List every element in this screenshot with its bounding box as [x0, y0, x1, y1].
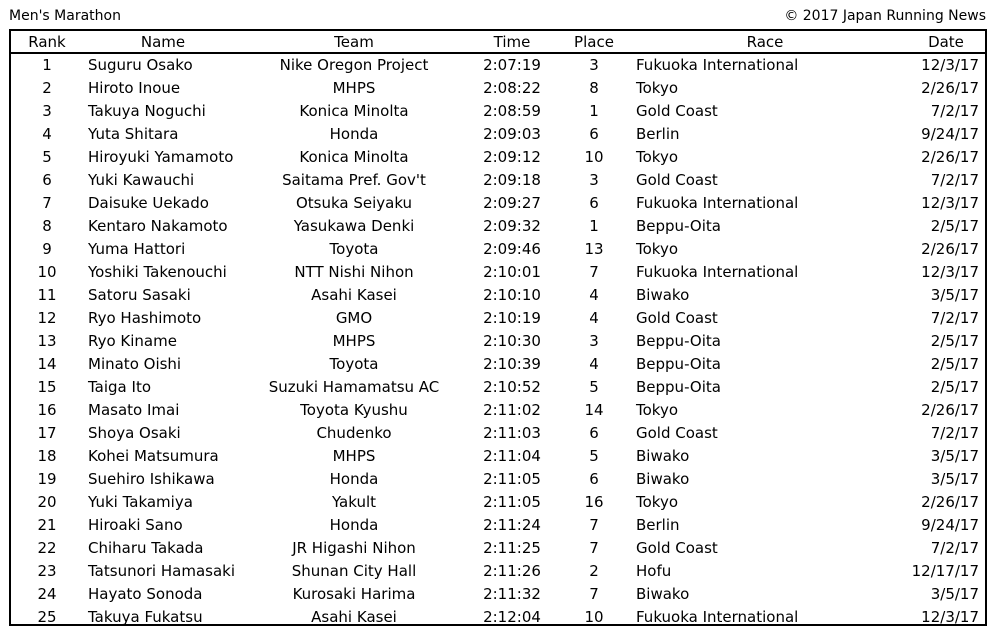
- cell-race: Hofu: [636, 562, 672, 580]
- cell-time: 2:10:01: [483, 263, 541, 281]
- cell-name: Kentaro Nakamoto: [88, 217, 228, 235]
- cell-place: 3: [589, 332, 599, 350]
- cell-date: 12/3/17: [921, 263, 979, 281]
- cell-name: Hiroto Inoue: [88, 79, 181, 97]
- cell-time: 2:09:03: [483, 125, 541, 143]
- cell-place: 3: [589, 171, 599, 189]
- cell-race: Biwako: [636, 447, 690, 465]
- cell-time: 2:11:26: [483, 562, 541, 580]
- cell-time: 2:08:22: [483, 79, 541, 97]
- cell-date: 2/26/17: [921, 79, 979, 97]
- table-row: [11, 606, 985, 629]
- cell-rank: 2: [42, 79, 52, 97]
- table-row: [11, 330, 985, 353]
- cell-place: 5: [589, 378, 599, 396]
- cell-time: 2:11:05: [483, 493, 541, 511]
- cell-date: 2/26/17: [921, 401, 979, 419]
- cell-team: Shunan City Hall: [291, 562, 417, 580]
- cell-team: Saitama Pref. Gov't: [282, 171, 426, 189]
- table-row: [11, 445, 985, 468]
- cell-time: 2:10:52: [483, 378, 541, 396]
- table-row: [11, 514, 985, 537]
- cell-race: Tokyo: [636, 493, 678, 511]
- cell-race: Tokyo: [636, 401, 678, 419]
- cell-rank: 1: [42, 56, 52, 74]
- cell-time: 2:11:02: [483, 401, 541, 419]
- cell-team: Honda: [329, 125, 379, 143]
- cell-rank: 7: [42, 194, 52, 212]
- cell-rank: 4: [42, 125, 52, 143]
- cell-rank: 19: [37, 470, 57, 488]
- cell-date: 3/5/17: [930, 286, 979, 304]
- cell-name: Satoru Sasaki: [88, 286, 191, 304]
- cell-time: 2:10:39: [483, 355, 541, 373]
- cell-time: 2:11:03: [483, 424, 541, 442]
- cell-date: 12/3/17: [921, 194, 979, 212]
- cell-place: 6: [589, 194, 599, 212]
- cell-rank: 14: [37, 355, 57, 373]
- cell-rank: 25: [37, 608, 57, 626]
- cell-date: 12/3/17: [921, 56, 979, 74]
- cell-team: Nike Oregon Project: [279, 56, 429, 74]
- table-row: [11, 583, 985, 606]
- cell-name: Ryo Hashimoto: [88, 309, 202, 327]
- cell-rank: 9: [42, 240, 52, 258]
- cell-place: 7: [589, 516, 599, 534]
- header-date: Date: [928, 33, 964, 51]
- cell-name: Suguru Osako: [88, 56, 193, 74]
- cell-place: 13: [584, 240, 604, 258]
- cell-place: 2: [589, 562, 599, 580]
- cell-race: Fukuoka International: [636, 263, 799, 281]
- cell-time: 2:10:19: [483, 309, 541, 327]
- cell-name: Yuki Kawauchi: [88, 171, 195, 189]
- table-row: [11, 238, 985, 261]
- cell-team: Toyota: [329, 240, 379, 258]
- cell-race: Gold Coast: [636, 102, 718, 120]
- cell-place: 1: [589, 217, 599, 235]
- table-row: [11, 146, 985, 169]
- table-row: [11, 169, 985, 192]
- cell-place: 4: [589, 355, 599, 373]
- cell-name: Daisuke Uekado: [88, 194, 209, 212]
- table-body: [11, 54, 985, 629]
- cell-race: Beppu-Oita: [636, 378, 721, 396]
- table-row: [11, 468, 985, 491]
- table-row: [11, 376, 985, 399]
- cell-race: Gold Coast: [636, 171, 718, 189]
- table-row: [11, 261, 985, 284]
- cell-team: Suzuki Hamamatsu AC: [268, 378, 440, 396]
- cell-place: 5: [589, 447, 599, 465]
- cell-date: 2/5/17: [930, 355, 979, 373]
- header-time: Time: [493, 33, 531, 51]
- table-row: [11, 560, 985, 583]
- cell-rank: 22: [37, 539, 57, 557]
- cell-date: 7/2/17: [930, 171, 979, 189]
- cell-time: 2:11:32: [483, 585, 541, 603]
- cell-name: Taiga Ito: [88, 378, 152, 396]
- cell-name: Takuya Fukatsu: [88, 608, 203, 626]
- cell-name: Kohei Matsumura: [88, 447, 219, 465]
- cell-race: Tokyo: [636, 148, 678, 166]
- cell-team: Toyota: [329, 355, 379, 373]
- cell-date: 2/26/17: [921, 240, 979, 258]
- cell-rank: 15: [37, 378, 57, 396]
- cell-team: Toyota Kyushu: [300, 401, 408, 419]
- cell-team: Yasukawa Denki: [293, 217, 415, 235]
- cell-name: Tatsunori Hamasaki: [88, 562, 235, 580]
- cell-race: Fukuoka International: [636, 56, 799, 74]
- table-row: [11, 284, 985, 307]
- cell-place: 10: [584, 608, 604, 626]
- cell-rank: 10: [37, 263, 57, 281]
- cell-race: Biwako: [636, 286, 690, 304]
- cell-race: Gold Coast: [636, 539, 718, 557]
- cell-team: Chudenko: [316, 424, 392, 442]
- cell-team: Asahi Kasei: [311, 608, 397, 626]
- cell-place: 7: [589, 263, 599, 281]
- cell-rank: 20: [37, 493, 57, 511]
- cell-name: Shoya Osaki: [88, 424, 181, 442]
- cell-team: Honda: [329, 470, 379, 488]
- cell-rank: 5: [42, 148, 52, 166]
- cell-place: 6: [589, 125, 599, 143]
- table-row: [11, 399, 985, 422]
- cell-time: 2:07:19: [483, 56, 541, 74]
- cell-name: Yoshiki Takenouchi: [88, 263, 227, 281]
- table-row: [11, 422, 985, 445]
- cell-race: Gold Coast: [636, 309, 718, 327]
- cell-time: 2:08:59: [483, 102, 541, 120]
- header-team: Team: [334, 33, 374, 51]
- cell-date: 2/26/17: [921, 148, 979, 166]
- cell-name: Takuya Noguchi: [88, 102, 206, 120]
- table-row: [11, 100, 985, 123]
- cell-rank: 18: [37, 447, 57, 465]
- cell-team: Konica Minolta: [299, 102, 409, 120]
- cell-name: Minato Oishi: [88, 355, 182, 373]
- table-row: [11, 54, 985, 77]
- cell-date: 7/2/17: [930, 539, 979, 557]
- cell-date: 3/5/17: [930, 447, 979, 465]
- table-row: [11, 537, 985, 560]
- cell-time: 2:11:24: [483, 516, 541, 534]
- cell-date: 2/26/17: [921, 493, 979, 511]
- cell-team: Honda: [329, 516, 379, 534]
- page-title: Men's Marathon: [9, 8, 121, 24]
- cell-rank: 16: [37, 401, 57, 419]
- header-rank: Rank: [28, 33, 66, 51]
- cell-place: 4: [589, 286, 599, 304]
- cell-name: Ryo Kiname: [88, 332, 177, 350]
- table-row: [11, 123, 985, 146]
- cell-race: Beppu-Oita: [636, 355, 721, 373]
- header-place: Place: [574, 33, 614, 51]
- table-row: [11, 353, 985, 376]
- cell-race: Gold Coast: [636, 424, 718, 442]
- cell-name: Suehiro Ishikawa: [88, 470, 215, 488]
- cell-name: Masato Imai: [88, 401, 180, 419]
- cell-time: 2:11:25: [483, 539, 541, 557]
- cell-rank: 11: [37, 286, 57, 304]
- table-header: [11, 31, 985, 54]
- copyright-notice: © 2017 Japan Running News: [784, 8, 986, 24]
- cell-name: Yuma Hattori: [88, 240, 186, 258]
- cell-rank: 21: [37, 516, 57, 534]
- cell-team: GMO: [335, 309, 373, 327]
- cell-team: Yakult: [331, 493, 377, 511]
- cell-race: Fukuoka International: [636, 194, 799, 212]
- cell-team: MHPS: [332, 332, 376, 350]
- cell-rank: 13: [37, 332, 57, 350]
- cell-place: 3: [589, 56, 599, 74]
- cell-race: Berlin: [636, 125, 680, 143]
- cell-team: MHPS: [332, 447, 376, 465]
- cell-name: Hayato Sonoda: [88, 585, 203, 603]
- cell-time: 2:10:30: [483, 332, 541, 350]
- cell-date: 12/3/17: [921, 608, 979, 626]
- cell-race: Fukuoka International: [636, 608, 799, 626]
- cell-rank: 6: [42, 171, 52, 189]
- cell-time: 2:09:27: [483, 194, 541, 212]
- cell-rank: 17: [37, 424, 57, 442]
- cell-team: Otsuka Seiyaku: [295, 194, 413, 212]
- cell-race: Tokyo: [636, 240, 678, 258]
- cell-place: 4: [589, 309, 599, 327]
- cell-team: Asahi Kasei: [311, 286, 397, 304]
- cell-time: 2:09:12: [483, 148, 541, 166]
- header-race: Race: [746, 33, 784, 51]
- cell-team: Konica Minolta: [299, 148, 409, 166]
- cell-place: 6: [589, 424, 599, 442]
- cell-date: 2/5/17: [930, 217, 979, 235]
- cell-date: 3/5/17: [930, 585, 979, 603]
- cell-date: 12/17/17: [911, 562, 979, 580]
- cell-place: 14: [584, 401, 604, 419]
- table-row: [11, 215, 985, 238]
- cell-rank: 8: [42, 217, 52, 235]
- cell-rank: 23: [37, 562, 57, 580]
- cell-name: Yuki Takamiya: [88, 493, 193, 511]
- cell-race: Tokyo: [636, 79, 678, 97]
- header-name: Name: [140, 33, 186, 51]
- cell-place: 10: [584, 148, 604, 166]
- cell-date: 2/5/17: [930, 332, 979, 350]
- cell-time: 2:12:04: [483, 608, 541, 626]
- cell-time: 2:11:05: [483, 470, 541, 488]
- cell-place: 8: [589, 79, 599, 97]
- cell-place: 7: [589, 585, 599, 603]
- cell-place: 16: [584, 493, 604, 511]
- cell-name: Chiharu Takada: [88, 539, 204, 557]
- cell-rank: 24: [37, 585, 57, 603]
- cell-team: MHPS: [332, 79, 376, 97]
- cell-place: 1: [589, 102, 599, 120]
- cell-rank: 3: [42, 102, 52, 120]
- table-row: [11, 77, 985, 100]
- cell-time: 2:11:04: [483, 447, 541, 465]
- cell-race: Beppu-Oita: [636, 332, 721, 350]
- cell-team: NTT Nishi Nihon: [294, 263, 414, 281]
- cell-time: 2:09:46: [483, 240, 541, 258]
- cell-place: 6: [589, 470, 599, 488]
- cell-date: 7/2/17: [930, 102, 979, 120]
- cell-name: Yuta Shitara: [88, 125, 179, 143]
- rankings-table: [9, 29, 987, 626]
- cell-race: Biwako: [636, 470, 690, 488]
- table-row: [11, 192, 985, 215]
- cell-name: Hiroaki Sano: [88, 516, 183, 534]
- cell-place: 7: [589, 539, 599, 557]
- cell-date: 9/24/17: [921, 125, 979, 143]
- cell-name: Hiroyuki Yamamoto: [88, 148, 234, 166]
- cell-team: Kurosaki Harima: [292, 585, 416, 603]
- table-row: [11, 491, 985, 514]
- cell-date: 9/24/17: [921, 516, 979, 534]
- cell-date: 7/2/17: [930, 424, 979, 442]
- cell-date: 3/5/17: [930, 470, 979, 488]
- cell-race: Biwako: [636, 585, 690, 603]
- cell-team: JR Higashi Nihon: [292, 539, 416, 557]
- cell-date: 2/5/17: [930, 378, 979, 396]
- cell-race: Berlin: [636, 516, 680, 534]
- cell-date: 7/2/17: [930, 309, 979, 327]
- cell-rank: 12: [37, 309, 57, 327]
- cell-time: 2:09:32: [483, 217, 541, 235]
- top-bar: [0, 0, 997, 30]
- cell-time: 2:09:18: [483, 171, 541, 189]
- cell-time: 2:10:10: [483, 286, 541, 304]
- table-row: [11, 307, 985, 330]
- cell-race: Beppu-Oita: [636, 217, 721, 235]
